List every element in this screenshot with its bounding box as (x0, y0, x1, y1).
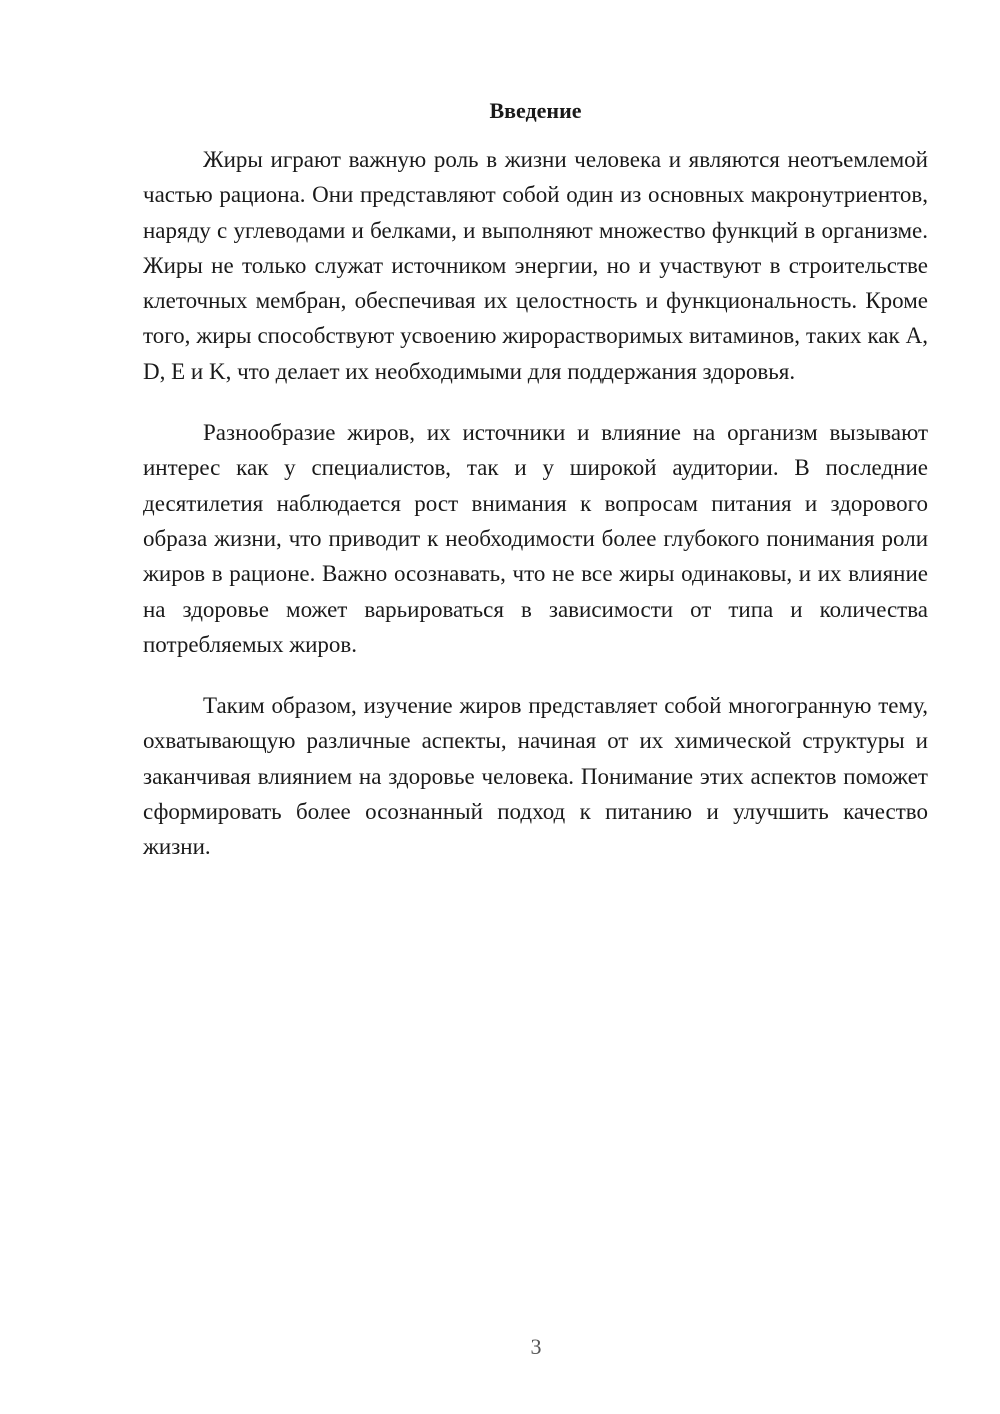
page-number: 3 (530, 1334, 542, 1359)
paragraph-intro: Жиры играют важную роль в жизни человека и являются неотъемлемой частью рациона. Они представляют собой один из основных макронутриентов, наряду с углеводами и белками, и выполняют множество функций в организме. Жиры не только служат источником энергии, но и участвуют в строительстве клеточных мембран, обеспечивая их целостность и функциональность. Кроме того, жиры способствуют усвоению жирорастворимых витаминов, таких как A, D, E и K, что делает их необходимыми для поддержания здоровья. (143, 147, 928, 384)
document-body (143, 142, 928, 891)
paragraph-diversity: Разнообразие жиров, их источники и влияние на организм вызывают интерес как у специалистов, так и у широкой аудитории. В последние десятилетия наблюдается рост внимания к вопросам питания и здорового образа жизни, что приводит к необходимости более глубокого понимания роли жиров в рационе. Важно осознавать, что не все жиры одинаковы, и их влияние на здоровье может варьироваться в зависимости от типа и количества потребляемых жиров. (143, 420, 928, 657)
page-title: Введение (489, 98, 582, 123)
paragraph-conclusion: Таким образом, изучение жиров представляет собой многогранную тему, охватывающую различные аспекты, начиная от их химической структуры и заканчивая влиянием на здоровье человека. Понимание этих аспектов поможет сформировать более осознанный подход к питанию и улучшить качество жизни. (143, 693, 928, 860)
